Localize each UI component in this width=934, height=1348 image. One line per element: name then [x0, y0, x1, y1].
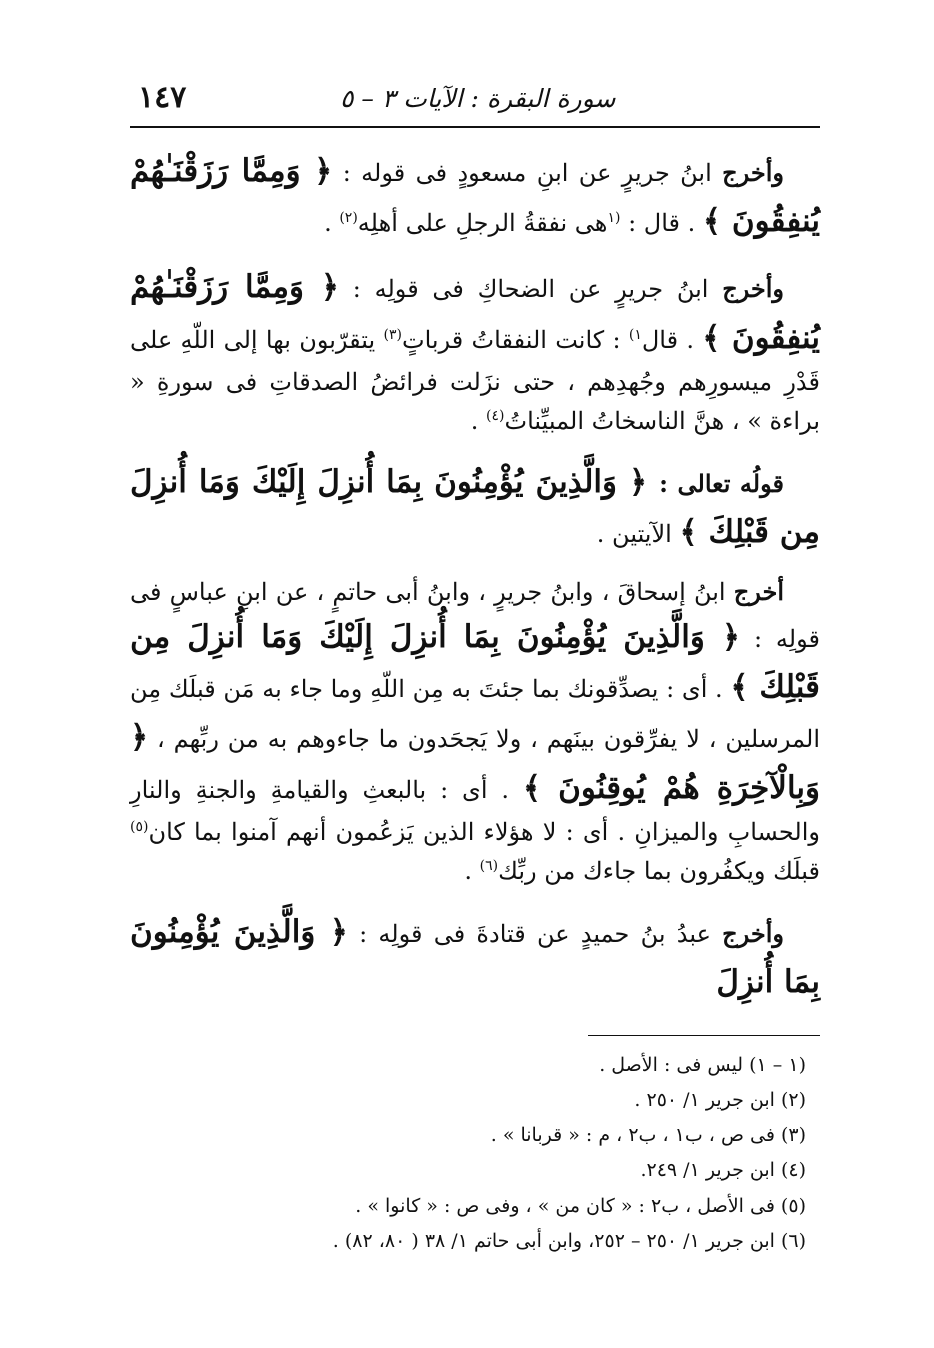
quran-quote: ﴿ وَمِمَّا رَزَقْنَـٰهُمْ يُنفِقُونَ ﴾	[130, 153, 820, 240]
paragraph	[130, 457, 820, 557]
quran-quote: ﴿ وَبِالْآخِرَةِ هُمْ يُوقِنُونَ ﴾	[130, 719, 820, 806]
footnote: (٦) ابن جرير ١/ ٢٥٠ – ٢٥٢، وابن أبى حاتم ١/ ٣٨ ( ٨٠، ٨٢) .	[332, 1229, 806, 1252]
text-run: . أى : يصدِّقونك بما جئتَ به مِن اللّهِ وما جاء به مَن قبلَك مِن المرسلين ، لا يفرِّقون بينَهم ، ولا يَجحَدون ما جاءوهم به من ربِّهم ،	[130, 675, 820, 754]
paragraph-lead: وأخرج	[722, 918, 784, 948]
text-run: ابنُ جريرٍ عن الضحاكِ فى قولِه :	[339, 275, 723, 304]
main-text	[130, 146, 820, 1007]
paragraph-lead: وأخرج	[722, 274, 785, 304]
paragraph	[130, 907, 820, 1007]
footnote-marker: (١	[607, 210, 621, 227]
text-run: الآيتين .	[596, 519, 680, 548]
page-number: ١٤٧	[138, 80, 187, 115]
quran-quote: ﴿ وَالَّذِينَ يُؤْمِنُونَ بِمَا أُنزِلَ إِلَيْكَ وَمَا أُنزِلَ مِن قَبْلِكَ ﴾	[130, 463, 820, 550]
text-run: .	[464, 856, 480, 885]
footnote-marker: (٦)	[479, 857, 499, 874]
footnote-marker: (٤)	[486, 407, 505, 424]
footnote: (١ – ١) ليس فى : الأصل .	[599, 1054, 806, 1076]
text-run: عبدُ بنُ حميدٍ عن قتادةَ فى قولِه :	[347, 919, 723, 948]
footnote-marker: (٥)	[130, 818, 149, 835]
quran-quote: ﴿ وَالَّذِينَ يُؤْمِنُونَ بِمَا أُنزِلَ إِلَيْكَ وَمَا أُنزِلَ مِن قَبْلِكَ ﴾	[130, 618, 820, 706]
text-run: .	[324, 209, 340, 238]
text-run: . قال	[641, 325, 703, 354]
book-page	[130, 70, 820, 1259]
text-run: يتقرّبون بها إلى اللّهِ على قَدْرِ ميسورِهم وجُهدِهم ، حتى نزَلت فرائضُ الصدقاتِ فى سورةِ « براءة » ، هنَّ الناسخاتُ المبيِّناتُ	[130, 325, 821, 435]
text-run: . قال :	[620, 209, 703, 238]
footnote: (٢) ابن جرير ١/ ٢٥٠ .	[634, 1089, 806, 1112]
footnotes	[130, 1048, 820, 1259]
text-run: : كانت النفقاتُ قرباتٍ	[401, 325, 629, 354]
footnote: (٤) ابن جرير ١/ ٢٤٩.	[640, 1159, 806, 1182]
quran-quote: ﴿ وَالَّذِينَ يُؤْمِنُونَ بِمَا أُنزِلَ	[130, 913, 820, 1000]
paragraph	[130, 262, 820, 440]
quran-quote: ﴿ وَمِمَّا رَزَقْنَـٰهُمْ يُنفِقُونَ ﴾	[130, 269, 820, 356]
footnote-marker: (٣)	[383, 326, 402, 343]
footnote-marker: ١)	[628, 326, 642, 343]
paragraph	[130, 573, 820, 891]
paragraph	[130, 146, 820, 246]
text-run: .	[470, 406, 487, 435]
footnote: (٥) فى الأصل ، ب٢ : « كان من » ، وفى ص : « كانوا » .	[355, 1194, 806, 1217]
paragraph-lead: قولُه تعالى :	[659, 468, 784, 498]
running-header	[130, 70, 820, 128]
footnote-separator	[588, 1035, 820, 1036]
paragraph-lead: أخرج	[733, 577, 784, 607]
footnote-marker: (٢)	[339, 210, 358, 227]
text-run: هى نفقةُ الرجلِ على أهلِه	[357, 209, 608, 238]
footnote: (٣) فى ص ، ب١ ، ب٢ ، م : « قربانا » .	[490, 1124, 806, 1147]
text-run: قبلَك ويكفُرون بما جاءك من ربِّك	[498, 856, 820, 885]
text-run: ابنُ جريرٍ عن ابنِ مسعودٍ فى قوله :	[332, 159, 723, 187]
surah-title: سورة البقرة : الآيات ٣ – ٥	[340, 84, 616, 113]
text-run: . أى : بالبعثِ والقيامةِ والجنةِ والنارِ والحسابِ والميزانِ . أى : لا هؤلاء الذين يَزعُمون أنهم آمنوا بما كان	[130, 775, 820, 846]
text-run: ابنُ إسحاقَ ، وابنُ جريرٍ ، وابنُ أبى حاتمٍ ، عن ابنِ عباسٍ فى قولِه :	[130, 578, 820, 653]
paragraph-lead: وأخرج	[722, 158, 784, 187]
